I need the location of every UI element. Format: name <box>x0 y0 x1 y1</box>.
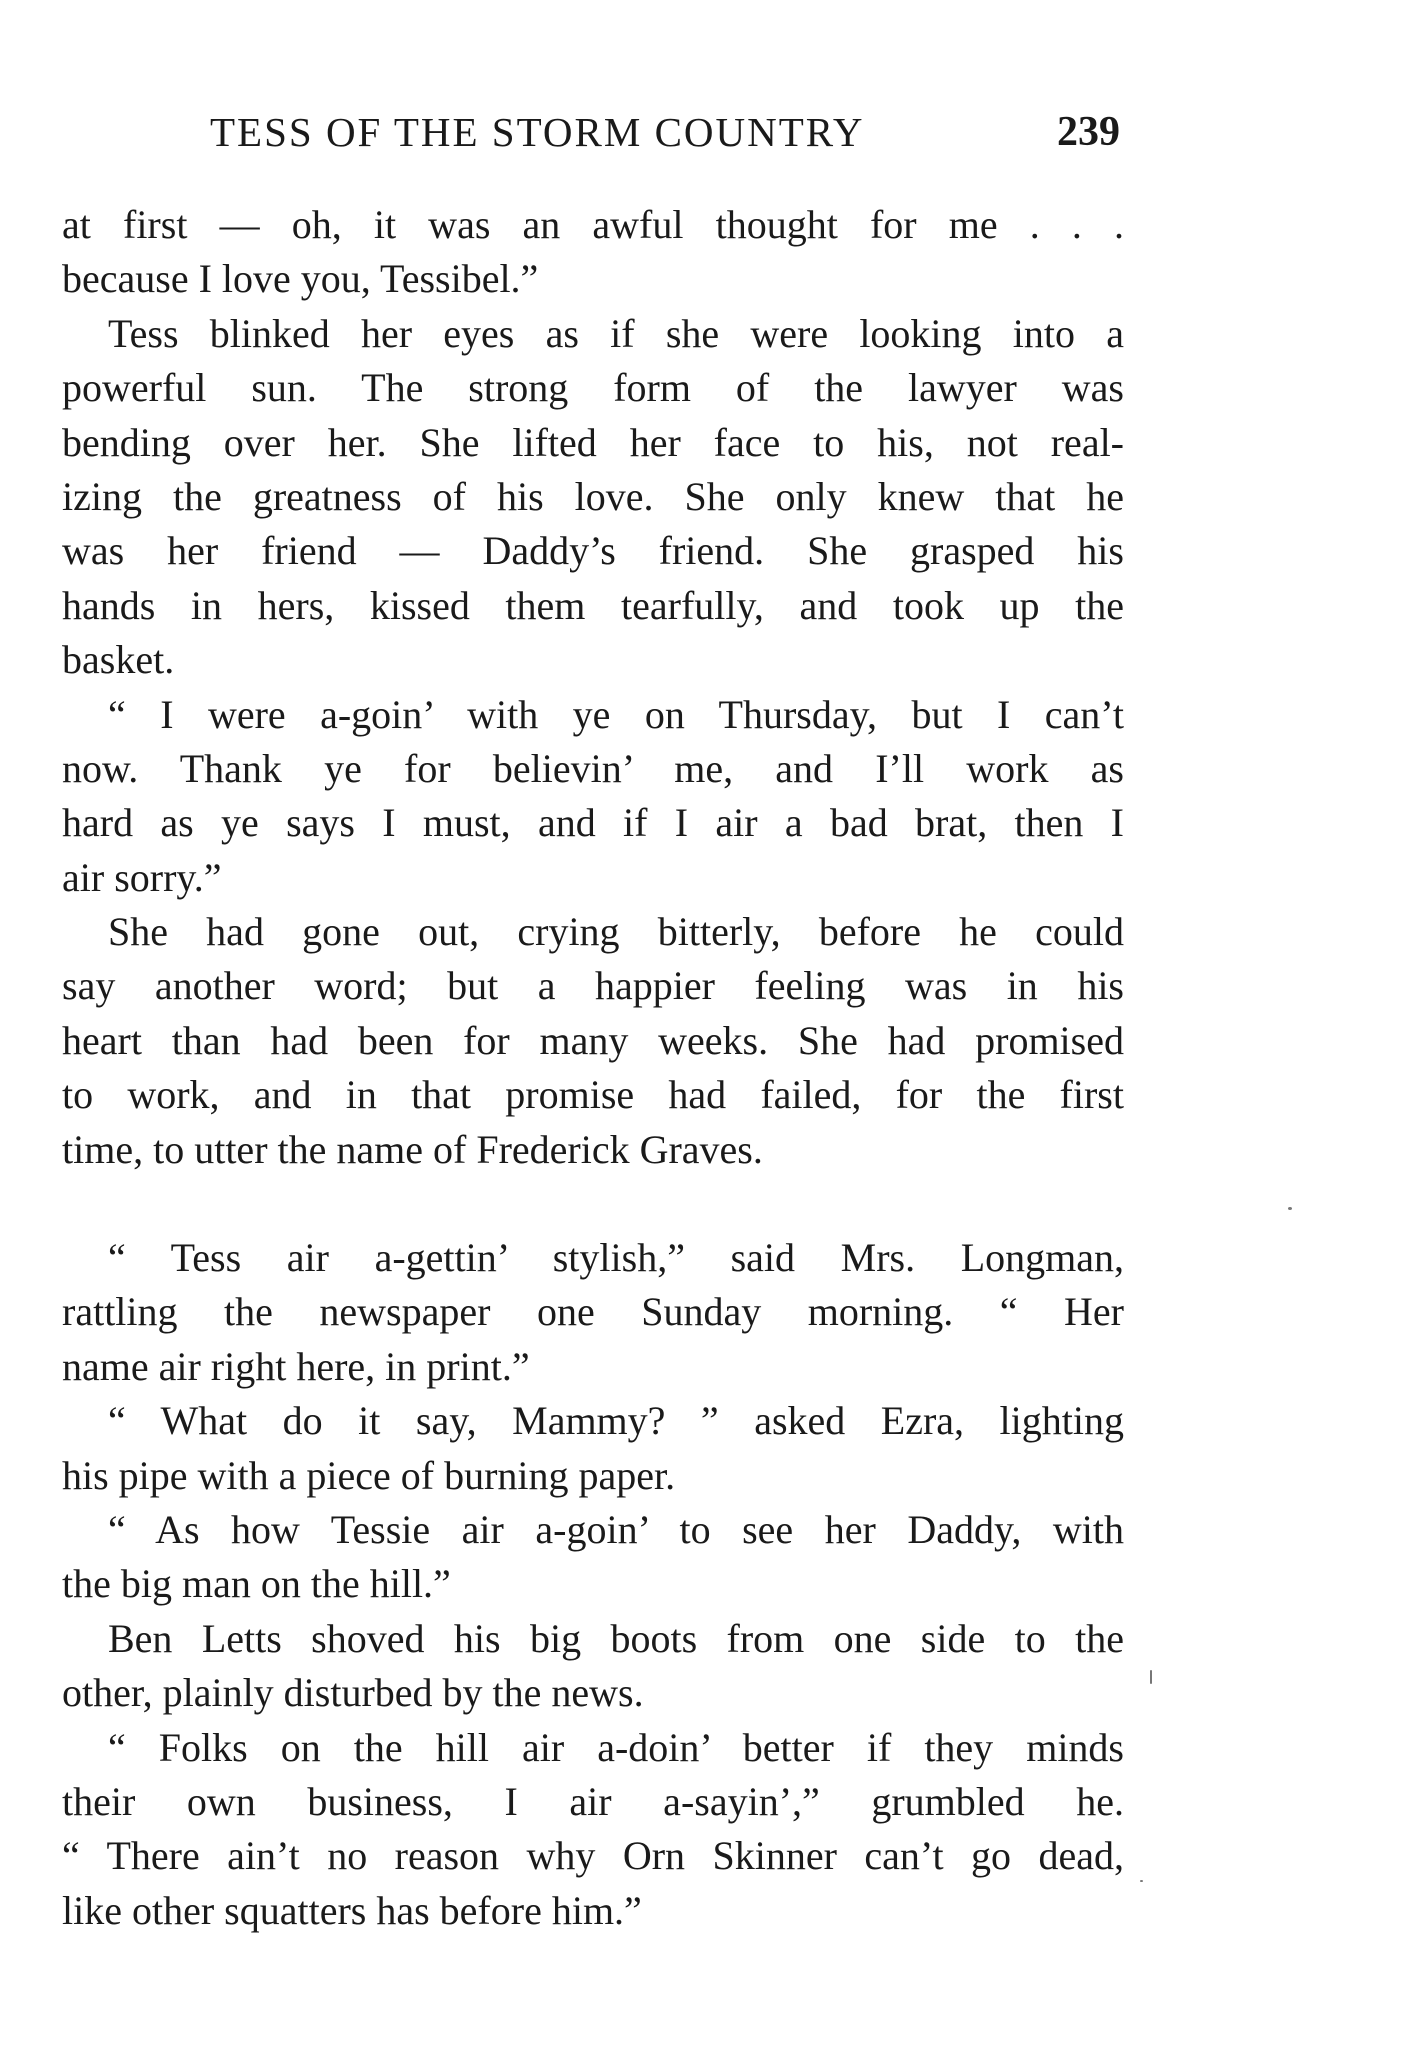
text-line: hands in hers, kissed them tearfully, and took up the <box>62 582 1124 628</box>
text-line: other, plainly disturbed by the news. <box>62 1670 644 1716</box>
text-line: time, to utter the name of Frederick Graves. <box>62 1126 763 1172</box>
text-line: izing the greatness of his love. She only knew that he <box>62 473 1124 519</box>
text-line: because I love you, Tessibel.” <box>62 256 539 302</box>
text-line: their own business, I air a-sayin’,” grumbled he. <box>62 1778 1124 1824</box>
text-line: “ Tess air a-gettin’ stylish,” said Mrs. Longman, <box>108 1235 1124 1281</box>
print-speck <box>1288 1207 1292 1210</box>
text-line: like other squatters has before him.” <box>62 1887 642 1933</box>
text-line: his pipe with a piece of burning paper. <box>62 1452 676 1498</box>
running-head <box>60 108 1120 158</box>
text-line: at first — oh, it was an awful thought for me . . . <box>62 202 1124 247</box>
text-line: basket. <box>62 637 175 683</box>
text-line: “ As how Tessie air a-goin’ to see her Daddy, with <box>108 1506 1124 1552</box>
text-line: now. Thank ye for believin’ me, and I’ll work as <box>62 745 1124 791</box>
text-line: “ I were a-goin’ with ye on Thursday, but I can’t <box>108 691 1124 737</box>
text-line: Tess blinked her eyes as if she were looking into a <box>108 310 1124 356</box>
running-title: TESS OF THE STORM COUNTRY <box>210 109 865 155</box>
text-line: “ What do it say, Mammy? ” asked Ezra, lighting <box>108 1398 1124 1444</box>
text-line: Ben Letts shoved his big boots from one side to the <box>108 1615 1124 1661</box>
text-line: to work, and in that promise had failed, for the first <box>62 1072 1124 1118</box>
text-line: bending over her. She lifted her face to his, not real- <box>62 419 1124 465</box>
page-number: 239 <box>1057 109 1120 155</box>
text-line: “ Folks on the hill air a-doin’ better if they minds <box>108 1724 1124 1770</box>
text-line: the big man on the hill.” <box>62 1561 451 1607</box>
text-line: air sorry.” <box>62 854 222 900</box>
section-break <box>62 1177 1124 1231</box>
text-line: “ There ain’t no reason why Orn Skinner can’t go dead, <box>62 1833 1124 1879</box>
text-line: powerful sun. The strong form of the lawyer was <box>62 365 1124 411</box>
text-section-2 <box>62 1231 1124 1938</box>
text-line: hard as ye says I must, and if I air a bad brat, then I <box>62 800 1124 846</box>
body-text <box>62 198 1124 1938</box>
text-line: name air right here, in print.” <box>62 1343 530 1389</box>
text-line: was her friend — Daddy’s friend. She grasped his <box>62 528 1124 574</box>
text-line: heart than had been for many weeks. She had promised <box>62 1017 1124 1063</box>
print-speck <box>1140 1880 1143 1882</box>
text-line: say another word; but a happier feeling was in his <box>62 963 1124 1009</box>
text-section-1 <box>62 198 1124 1177</box>
text-line: She had gone out, crying bitterly, before he could <box>108 909 1124 955</box>
text-line: rattling the newspaper one Sunday morning. “ Her <box>62 1289 1124 1335</box>
print-speck <box>1150 1670 1152 1684</box>
